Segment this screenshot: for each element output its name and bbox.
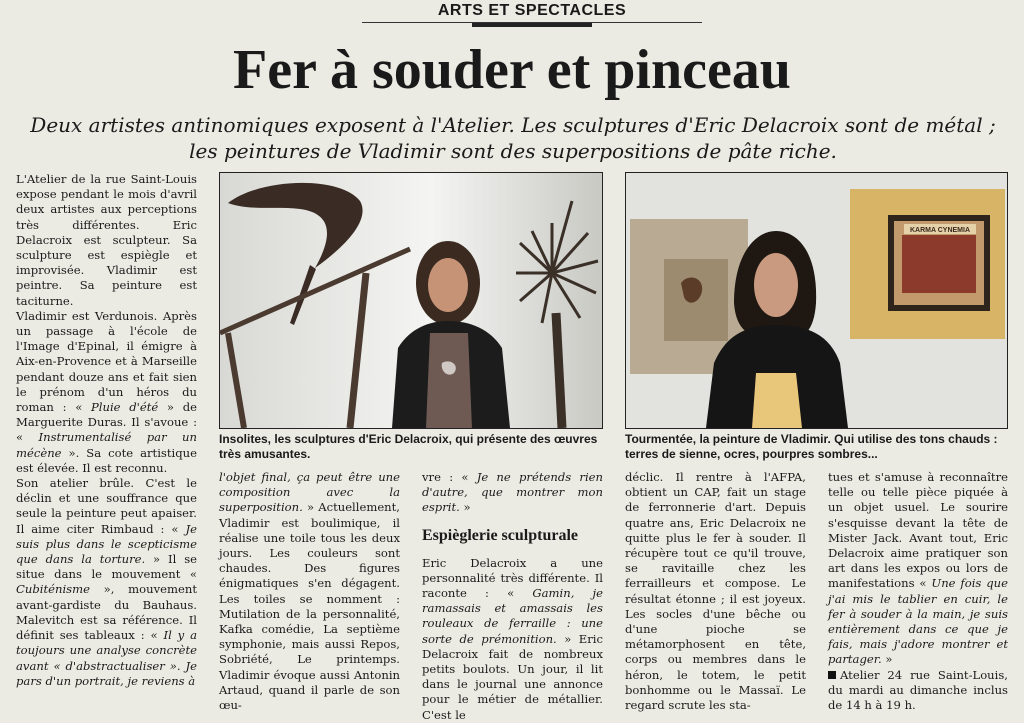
col1-text: Son atelier brûle. C'est le déclin et une souffrance que seule la peinture peut apaiser. Il aime citer Rimbaud : « [16,476,197,536]
photo-sculptures-caption: Insolites, les sculptures d'Eric Delacroix, qui présente des œuvres très amusantes. [219,432,598,461]
col5-info [828,668,1008,714]
col1-italic: Il y a toujours une analyse concrète avant « d'abstractualiser ». Je pars d'un portrait, je reviens à [16,628,198,688]
exhibition-info: Atelier 24 rue Saint-Louis, du mardi au dimanche inclus de 14 h à 19 h. [828,667,1008,713]
col1-paragraph-3 [16,476,197,689]
subheading: Espièglerie sculpturale [422,526,578,544]
col1-text: » de Marguerite Duras. Il s'avoue : « [16,400,197,445]
col1-italic: Instrumentalisé par un mécène [16,430,197,460]
column-2 [219,470,400,713]
col1-text: ». Sa cote artistique est élevée. Il est reconnu. [16,445,197,475]
col3-text: Eric Delacroix a une personnalité très différente. Il raconte : « [422,555,603,601]
col1-italic: Pluie d'été [90,400,159,415]
col5-paragraph [828,470,1008,668]
column-3 [422,470,604,722]
col1-text: », mouvement avant-gardiste du Bauhaus. Malevitch est sa référence. Il définit ses tableaux : « [16,582,197,643]
col3-text: » [459,500,471,515]
col1-paragraph-2 [16,309,197,476]
photo-painter-image [626,173,1007,428]
col3-paragraph-2 [422,556,603,723]
col1-paragraph-1 [16,172,197,309]
col1-text: » Il se situe dans le mouvement « [16,552,198,582]
col2-paragraph [219,470,400,713]
section-header [362,0,702,23]
photo-painter-caption: Tourmentée, la peinture de Vladimir. Qui utilise des tons chauds : terres de sienne, ocres, pourpres sombres... [625,432,998,461]
col1-italic: Je suis plus dans le scepticisme que dans la torture. [16,521,197,567]
col1-text: L'Atelier de la rue Saint-Louis expose pendant le mois d'avril deux artistes aux perceptions très différentes. Eric Delacroix est sculpteur. Sa sculpture est espiègle et improvisée. Vladimir est peintre. Sa peinture est taciturne. [16,172,197,308]
col5-text: » [881,652,893,667]
col2-italic: l'objet final, ça peut être une composition avec la superposition. [219,470,400,515]
col2-text: » Actuellement, Vladimir est boulimique, il réalise une toile tous les deux jours. Les couleurs sont chaudes. Des figures énigmatiques s'en dégagent. Les toiles se nomment : Mutilation de la personnalité, Kafka comédie, La septième symphonie, mais aussi Repos, Sobriété, Le printemps. Vladimir évoque aussi Antonin Artaud, quand il parle de son œu- [219,500,400,713]
col1-text: Vladimir est Verdunois. Après un passage à l'école de l'Image d'Epinal, il émigre à Aix-en-Provence et à Marseille pendant douze ans et fait sien le prénom d'un héros du roman : « [16,308,197,415]
col3-text: vre : « [422,470,477,484]
col5-italic: Une fois que j'ai mis le tablier en cuir, le fer à souder à la main, je suis entièrement dans ce que je fais, mais j'adore montrer et partager. [828,576,1008,667]
photo-painter [625,172,1008,429]
section-underline [472,23,592,27]
photo-sculptures-image [220,173,602,428]
col3-italic: Gamin, je ramassais et amassais les rouleaux de ferraille : une sorte de prémonition. [422,586,603,646]
column-1 [16,172,197,699]
col3-paragraph-1 [422,470,603,516]
col4-paragraph: déclic. Il rentre à l'AFPA, obtient un CAP, fait un stage de ferronnerie d'art. Depuis quatre ans, Eric Delacroix ne quitte plus le fer à souder. Il récupère tout ce qu'il trouve, se ravitaille chez les ferrailleurs et compose. Le résultat étonne ; il est joyeux. Les socles d'une bêche ou d'une pioche se métamorphosent en tête, corps ou membres dans le héron, le totem, le petit bonhomme ou le Massaï. Le regard scrute les sta- [625,470,806,713]
col1-italic: Cubiténisme [16,582,90,597]
column-4 [625,470,806,713]
article-headline: Fer à souder et pinceau [233,39,791,101]
section-label: ARTS ET SPECTACLES [430,2,634,20]
col3-text: » Eric Delacroix fait de nombreux petits boulots. Un jour, il lit dans le journal une annonce pour le métier de métallier. C'est le [422,631,604,722]
painting-inscription: KARMA CYNEMIA [909,227,971,234]
col5-text: tues et s'amuse à reconnaître telle ou telle pièce piquée à un objet usuel. Le sourire s'esquisse devant la tête de Mister Jack. Avant tout, Eric Delacroix aime pratiquer son art dans les expos ou lors de manifestations « [828,470,1008,591]
column-5 [828,470,1008,713]
col3-italic: Je ne prétends rien d'autre, que montrer mon esprit. [422,470,604,515]
article-deck: Deux artistes antinomiques exposent à l'Atelier. Les sculptures d'Eric Delacroix sont de métal ; les peintures de Vladimir sont des superpositions de pâte riche. [30,113,996,163]
photo-sculptures [219,172,603,429]
square-bullet-icon [828,671,836,679]
